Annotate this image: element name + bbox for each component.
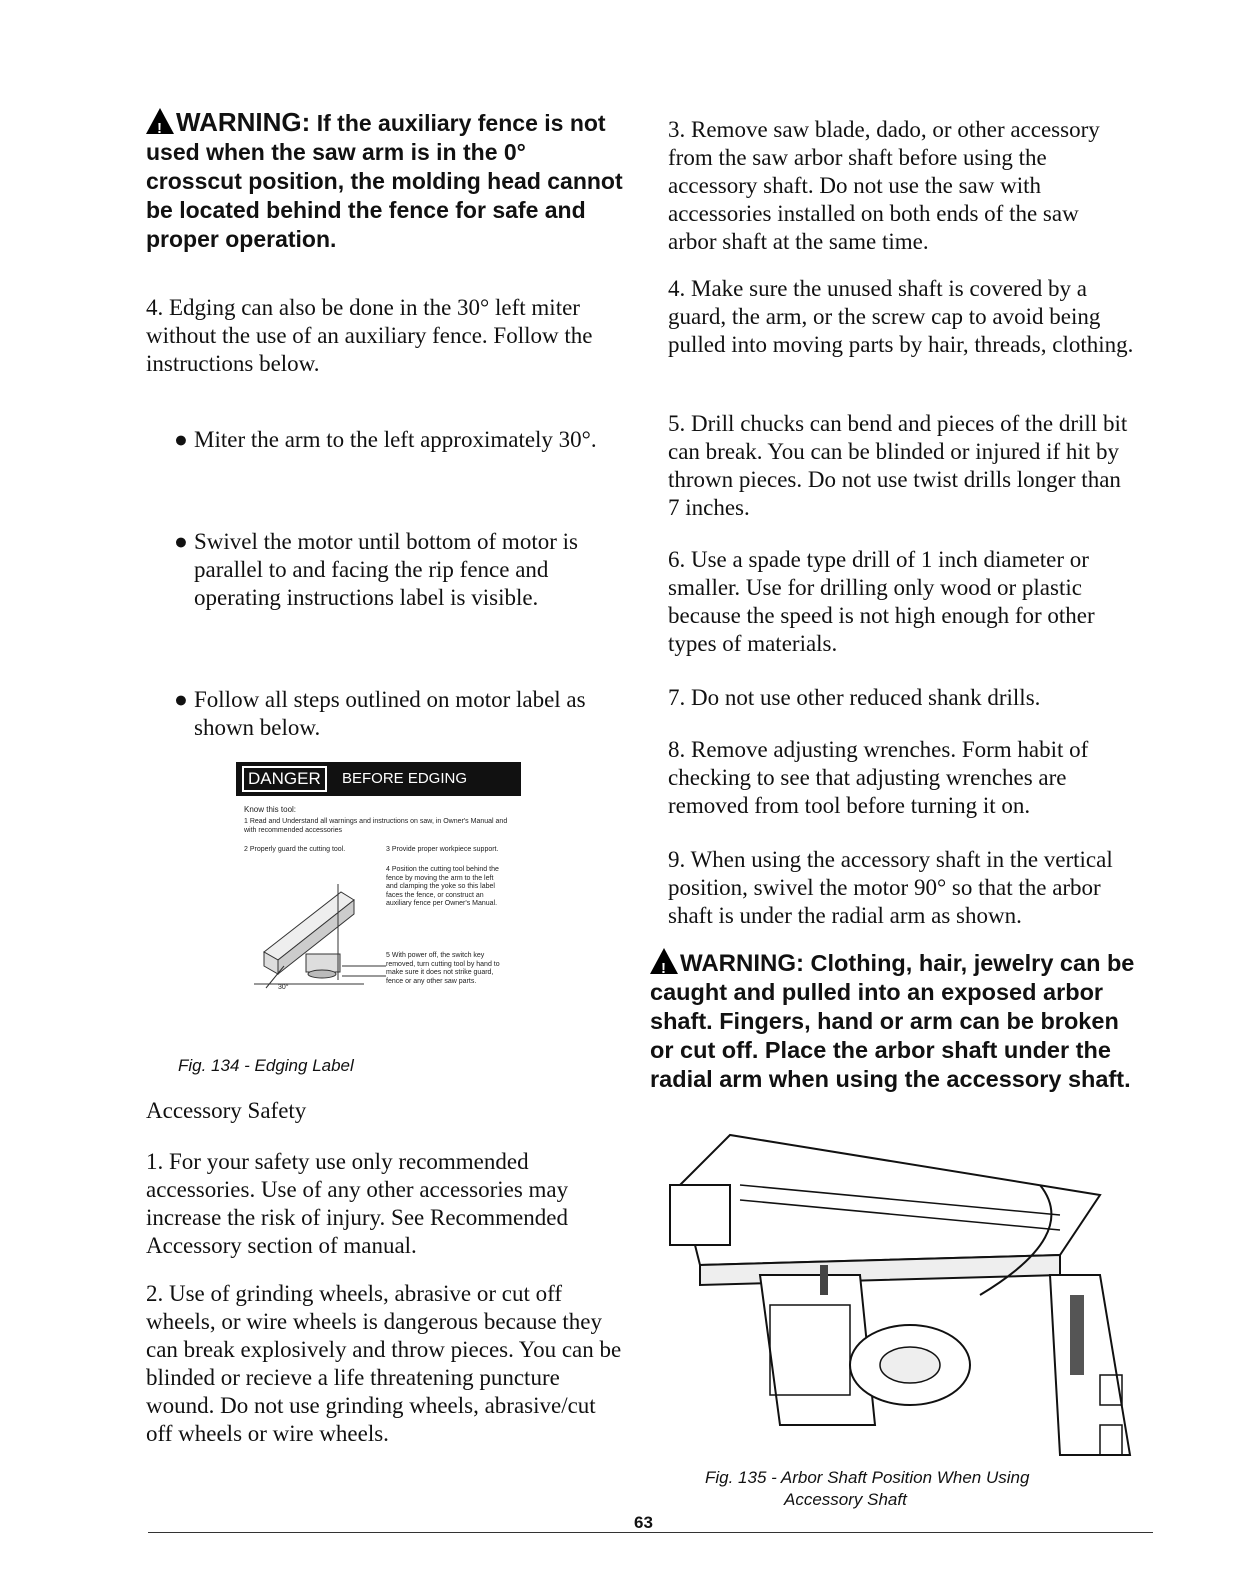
label-item-5: 5 With power off, the switch key removed, turn cutting tool by hand to make sure it does not strike guard, fence or any other saw parts. [386, 952, 500, 985]
warning-arbor-shaft [650, 948, 1140, 1094]
label-item-3: 3 Provide proper workpiece support. [386, 846, 499, 853]
bullet-text: Swivel the motor until bottom of motor is parallel to and facing the rip fence and operating instructions label is visible. [194, 529, 578, 610]
danger-badge: DANGER [242, 766, 327, 792]
fig-135-caption-line-1: Fig. 135 - Arbor Shaft Position When Using [705, 1468, 1030, 1487]
label-title: BEFORE EDGING [342, 770, 468, 787]
bullet-text: Follow all steps outlined on motor label as shown below. [194, 687, 586, 740]
label-item-2: 2 Properly guard the cutting tool. [244, 846, 346, 853]
footer-rule [148, 1532, 1153, 1533]
bullet-text: Miter the arm to the left approximately 30°. [194, 427, 597, 452]
label-angle: 30° [278, 984, 289, 991]
warning-label: WARNING: [176, 107, 311, 137]
bullet-follow-steps [174, 686, 614, 742]
bullet-dot-icon: ● [174, 529, 188, 554]
label-header-bar [236, 762, 521, 796]
label-item-4: 4 Position the cutting tool behind the fence by moving the arm to the left and clamping the yoke so this label faces the fence, or construct an auxiliary fence per Owner's Manual. [386, 866, 499, 907]
bullet-dot-icon: ● [174, 687, 188, 712]
warning-text: Clothing, hair, jewelry can be caught and pulled into an exposed arbor shaft. Fingers, hand or arm can be broken or cut off. Place the arbor shaft under the radial arm when using the accessory shaft. [650, 950, 1135, 1092]
paragraph-2: 2. Use of grinding wheels, abrasive or cut off wheels, or wire wheels is dangerous because they can break explosively and throw pieces. You can be blinded or recieve a life threatening puncture wound. Do not use grinding wheels, abrasive/cut off wheels or wire wheels. [146, 1281, 622, 1446]
bullet-miter-arm [174, 426, 614, 454]
paragraph-9: 9. When using the accessory shaft in the vertical position, swivel the motor 90° so that the arbor shaft is under the radial arm as shown. [668, 847, 1113, 928]
paragraph-6: 6. Use a spade type drill of 1 inch diameter or smaller. Use for drilling only wood or plastic because the speed is not high enough for other types of materials. [668, 547, 1095, 656]
edging-paragraph: 4. Edging can also be done in the 30° left miter without the use of an auxiliary fence. Follow the instructions below. [146, 295, 593, 376]
saw-edging-illustration [246, 862, 386, 997]
accessory-safety-heading: Accessory Safety [146, 1098, 307, 1123]
paragraph-7: 7. Do not use other reduced shank drills. [668, 685, 1041, 710]
page-number: 63 [634, 1513, 653, 1532]
paragraph-8: 8. Remove adjusting wrenches. Form habit of checking to see that adjusting wrenches are removed from tool before turning it on. [668, 737, 1089, 818]
paragraph-3: 3. Remove saw blade, dado, or other accessory from the saw arbor shaft before using the accessory shaft. Do not use the saw with accessories installed on both ends of the saw arbor shaft at the same time. [668, 117, 1100, 254]
warning-triangle-icon [146, 108, 174, 134]
label-know-tool: Know this tool: [244, 805, 297, 814]
warning-label: WARNING: [680, 950, 804, 977]
warning-auxiliary-fence [146, 108, 626, 254]
warning-text: If the auxiliary fence is not used when the saw arm is in the 0° crosscut position, the molding head cannot be located behind the fence for safe and proper operation. [146, 110, 623, 252]
label-item-1: 1 Read and Understand all warnings and instructions on saw, in Owner's Manual and with recommended accessories [244, 818, 508, 834]
fig-135-caption-line-2: Accessory Shaft [784, 1490, 907, 1509]
bullet-swivel-motor [174, 528, 614, 612]
paragraph-4: 4. Make sure the unused shaft is covered by a guard, the arm, or the screw cap to avoid being pulled into moving parts by hair, threads, clothing. [668, 276, 1134, 357]
bullet-dot-icon: ● [174, 427, 188, 452]
warning-triangle-icon [650, 948, 678, 974]
paragraph-1: 1. For your safety use only recommended accessories. Use of any other accessories may increase the risk of injury. See Recommended Accessory section of manual. [146, 1149, 569, 1258]
fig-134-caption: Fig. 134 - Edging Label [178, 1056, 354, 1075]
edging-label-figure [236, 762, 521, 1052]
arbor-shaft-illustration [660, 1125, 1160, 1465]
paragraph-5: 5. Drill chucks can bend and pieces of the drill bit can break. You can be blinded or injured if hit by thrown pieces. Do not use twist drills longer than 7 inches. [668, 411, 1128, 520]
